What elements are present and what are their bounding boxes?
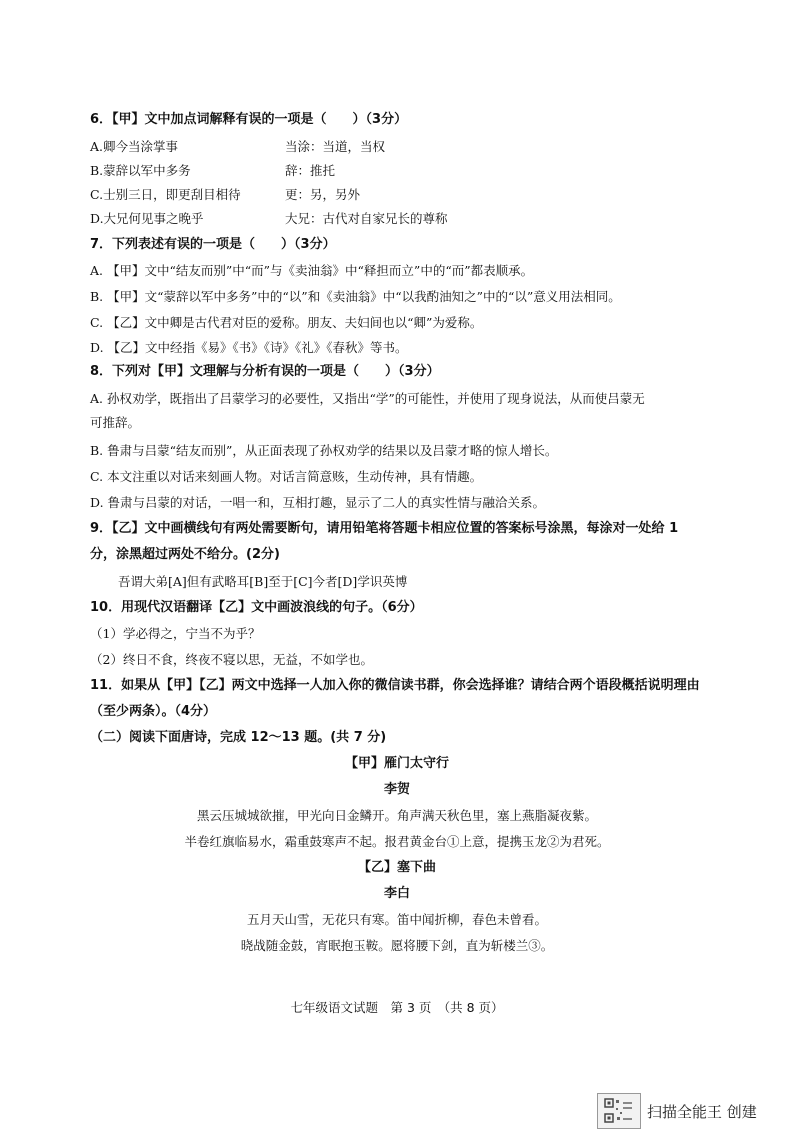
q9-stem-line2: 分，涂黑超过两处不给分。(2分) — [90, 547, 280, 562]
poem2-author: 李白 — [383, 886, 410, 901]
q8-option-c: C. 本文注重以对话来刻画人物。对话言简意赅，生动传神，具有情趣。 — [90, 469, 483, 484]
watermark-text: 扫描全能王 创建 — [647, 1102, 757, 1121]
q6-option-d: D.大兄何见事之晚乎 — [90, 211, 204, 226]
q8-option-b: B. 鲁肃与吕蒙“结友而别”，从正面表现了孙权劝学的结果以及吕蒙才略的惊人增长。 — [90, 443, 558, 458]
q10-item-2: （2）终日不食，终夜不寝以思，无益，不如学也。 — [90, 652, 373, 667]
q11-stem-line2: （至少两条）。（4分） — [90, 704, 217, 719]
q7-option-b: B. 【甲】文“蒙辞以军中多务”中的“以”和《卖油翁》中“以我酌油知之”中的“以”意义用法相同。 — [90, 289, 621, 304]
q6-option-a: A.卿今当涂掌事 — [90, 139, 179, 154]
poem1-line-2: 半卷红旗临易水，霜重鼓寒声不起。报君黄金台①上意，提携玉龙②为君死。 — [184, 834, 610, 849]
poem2-title: 【乙】塞下曲 — [357, 860, 436, 875]
q8-option-a: A. 孙权劝学，既指出了吕蒙学习的必要性，又指出“学”的可能性，并使用了现身说法，从而使吕蒙无 — [90, 391, 645, 406]
q6-option-c: C.士别三日，即更刮目相待 — [90, 187, 241, 202]
q6-stem: 6．【甲】文中加点词解释有误的一项是（ ）（3分） — [90, 112, 408, 127]
q6-option-c-explain: 更：另，另外 — [285, 187, 361, 202]
page-footer: 七年级语文试题 第 3 页 （共 8 页） — [290, 1000, 504, 1015]
q7-option-a: A. 【甲】文中“结友而别”中“而”与《卖油翁》中“释担而立”中的“而”都表顺承。 — [90, 263, 534, 278]
q6-option-b: B.蒙辞以军中多务 — [90, 163, 191, 178]
q6-option-d-explain: 大兄：古代对自家兄长的尊称 — [285, 211, 448, 226]
q7-option-d: D. 【乙】文中经指《易》《书》《诗》《礼》《春秋》等书。 — [90, 340, 408, 355]
q7-option-c: C. 【乙】文中卿是古代君对臣的爱称。朋友、夫妇间也以“卿”为爱称。 — [90, 315, 483, 330]
q9-stem-line1: 9．【乙】文中画横线句有两处需要断句，请用铅笔将答题卡相应位置的答案标号涂黑，每涂对一处给 1 — [90, 521, 679, 536]
q8-option-a-cont: 可推辞。 — [90, 415, 141, 430]
poem1-title: 【甲】雁门太守行 — [344, 756, 449, 771]
q6-option-b-explain: 辞：推托 — [285, 163, 336, 178]
poem1-author: 李贺 — [383, 782, 410, 797]
q8-option-d: D. 鲁肃与吕蒙的对话，一唱一和，互相打趣，显示了二人的真实性情与融洽关系。 — [90, 495, 546, 510]
q9-sentence: 吾谓大弟[A]但有武略耳[B]至于[C]今者[D]学识英博 — [118, 574, 408, 589]
q6-option-a-explain: 当涂：当道，当权 — [285, 139, 386, 154]
q10-stem: 10．用现代汉语翻译【乙】文中画波浪线的句子。（6分） — [90, 600, 423, 615]
section2-heading: （二）阅读下面唐诗，完成 12～13 题。(共 7 分) — [90, 730, 387, 745]
q7-stem: 7．下列表述有误的一项是（ ）（3分） — [90, 237, 336, 252]
poem2-line-2: 晓战随金鼓，宵眠抱玉鞍。愿将腰下剑，直为斩楼兰③。 — [240, 938, 554, 953]
q10-item-1: （1）学必得之，宁当不为乎？ — [90, 626, 261, 641]
poem1-line-1: 黑云压城城欲摧，甲光向日金鳞开。角声满天秋色里，塞上燕脂凝夜紫。 — [196, 808, 597, 823]
q11-stem-line1: 11．如果从【甲】【乙】两文中选择一人加入你的微信读书群，你会选择谁？请结合两个语段概括说明理由 — [90, 678, 700, 693]
poem2-line-1: 五月天山雪，无花只有寒。笛中闻折柳，春色未曾看。 — [246, 912, 547, 927]
q8-stem: 8．下列对【甲】文理解与分析有误的一项是（ ）（3分） — [90, 364, 440, 379]
